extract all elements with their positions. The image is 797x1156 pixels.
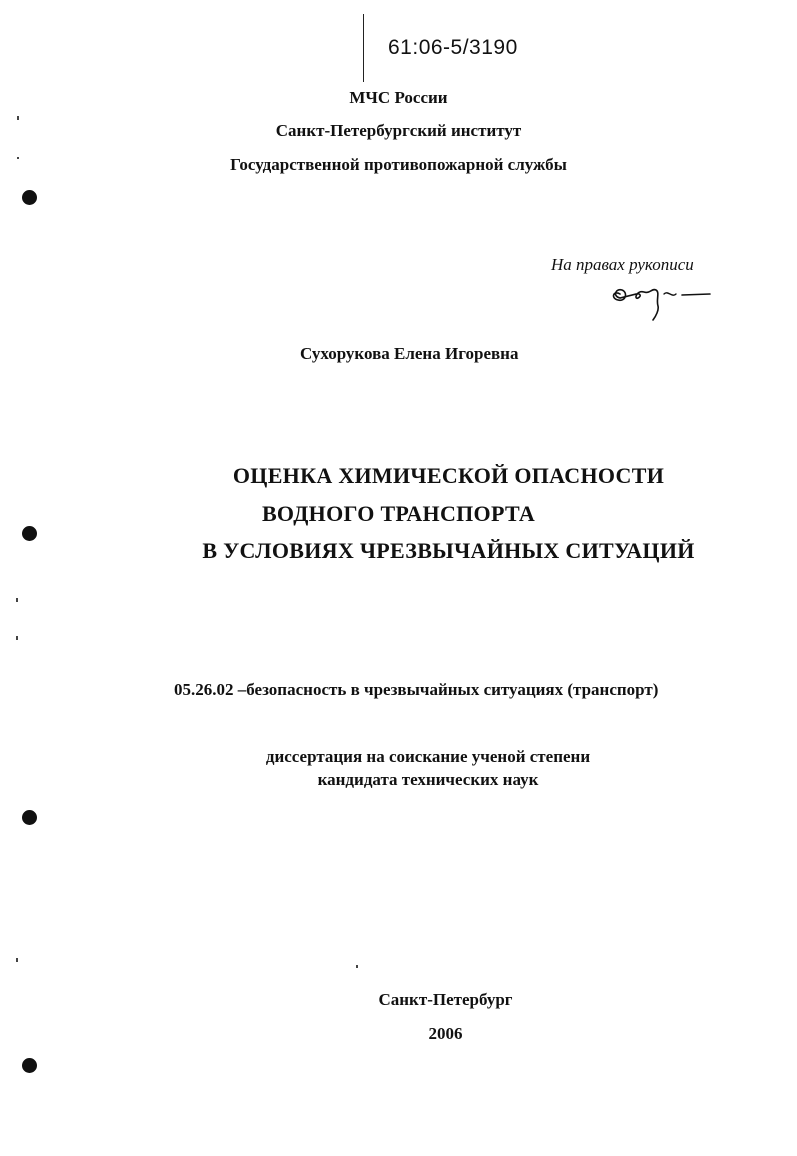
specialty-code: 05.26.02 –безопасность в чрезвычайных ситуациях (транспорт) — [174, 680, 659, 699]
scan-speck — [17, 116, 19, 120]
scan-speck — [16, 598, 18, 602]
institution-line-1: МЧС России — [349, 88, 448, 107]
year: 2006 — [428, 1024, 463, 1043]
manuscript-note: На правах рукописи — [551, 255, 694, 274]
degree-line-1: диссертация на соискание ученой степени — [265, 747, 591, 766]
binder-hole — [22, 810, 37, 825]
binder-hole — [22, 526, 37, 541]
signature-icon — [606, 276, 718, 322]
scan-speck — [17, 157, 19, 159]
institution-line-2: Санкт-Петербургский институт — [275, 121, 522, 140]
margin-rule — [363, 14, 364, 82]
scan-speck — [16, 636, 18, 640]
binder-hole — [22, 1058, 37, 1073]
title-line-3: В УСЛОВИЯХ ЧРЕЗВЫЧАЙНЫХ СИТУАЦИЙ — [202, 538, 695, 563]
author-name: Сухорукова Елена Игоревна — [300, 344, 519, 363]
archive-code: 61:06-5/3190 — [388, 36, 518, 59]
title-line-2: ВОДНОГО ТРАНСПОРТА — [261, 501, 536, 526]
institution-line-3: Государственной противопожарной службы — [230, 155, 567, 174]
degree-line-2: кандидата технических наук — [317, 770, 539, 789]
scan-speck — [356, 965, 358, 968]
title-line-1: ОЦЕНКА ХИМИЧЕСКОЙ ОПАСНОСТИ — [232, 463, 665, 488]
city: Санкт-Петербург — [378, 990, 513, 1009]
scan-speck — [16, 958, 18, 962]
binder-hole — [22, 190, 37, 205]
